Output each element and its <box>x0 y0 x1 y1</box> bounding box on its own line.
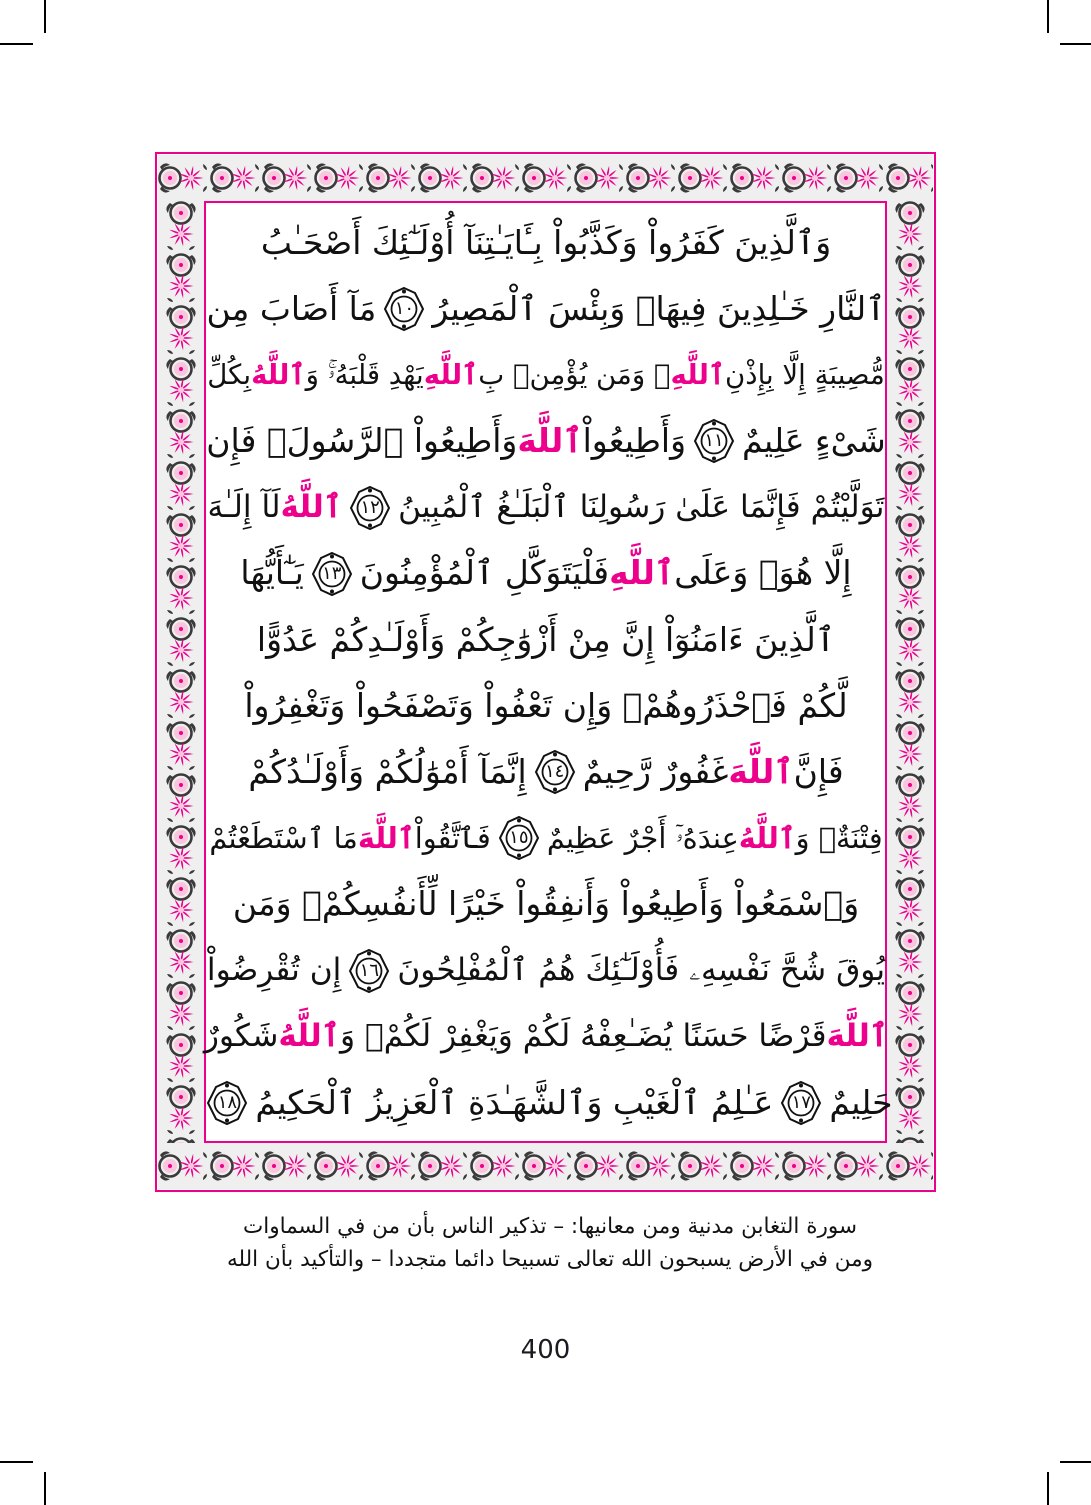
divine-name-allah: ٱللَّهِ <box>423 357 479 391</box>
quran-text-segment: فَٱتَّقُواْ <box>414 821 491 856</box>
quran-text-segment: ٱلنَّارِ خَـٰلِدِينَ فِيهَاۖ وَبِئْسَ ٱلْمَصِيرُ <box>432 288 886 328</box>
divine-name-allah: ٱللَّهَ <box>826 1018 889 1055</box>
quran-line <box>204 739 888 805</box>
quran-text-segment: وَٱسْمَعُواْ وَأَطِيعُواْ وَأَنفِقُواْ خَيْرًا لِّأَنفُسِكُمْۗ وَمَن <box>232 884 860 924</box>
crop-mark-top-left-vertical <box>44 0 46 33</box>
quran-line <box>204 938 888 1004</box>
quran-text-segment: ۗ وَمَن يُؤْمِنۢ بِ <box>478 357 671 391</box>
quran-line <box>204 1070 893 1136</box>
ayah-number-marker: ١٠ <box>381 286 427 332</box>
quran-line <box>204 541 888 607</box>
ayah-number-marker: ١٧ <box>778 1080 824 1126</box>
quran-text-segment: عَـٰلِمُ ٱلْغَيْبِ وَٱلشَّهَـٰدَةِ ٱلْعَزِيزُ ٱلْحَكِيمُ <box>255 1082 774 1122</box>
divine-name-allah: ٱللَّهُ <box>251 357 306 391</box>
quran-text-segment: وَأَطِيعُواْ ٱلرَّسُولَۚ فَإِن <box>206 421 518 461</box>
surah-commentary-footer <box>155 1210 945 1277</box>
ayah-number-marker: ١١ <box>691 418 737 464</box>
divine-name-allah: ٱللَّهُ <box>738 821 796 856</box>
quran-text-segment: يَهْدِ قَلْبَهُۥۚ وَ <box>305 357 424 391</box>
quran-text-segment: فَإِنَّ <box>793 751 844 791</box>
quran-line <box>204 475 888 541</box>
quran-line <box>204 342 888 408</box>
crop-mark-bottom-left-horizontal <box>0 1461 33 1463</box>
ayah-number-marker: ١٤ <box>532 749 578 795</box>
quran-text-block <box>203 204 893 1140</box>
ayah-number-marker: ١٨ <box>204 1080 250 1126</box>
quran-text-segment: بِكُلِّ <box>207 357 252 391</box>
divine-name-allah: ٱللَّهَ <box>728 751 794 791</box>
floral-border-ornament-right <box>887 201 933 1143</box>
quran-line <box>204 276 888 342</box>
quran-text-segment: مُّصِيبَةٍ إِلَّا بِإِذْنِ <box>725 357 885 391</box>
divine-name-allah: ٱللَّهَ <box>357 821 415 856</box>
quran-line <box>204 607 888 673</box>
quran-text-segment: عِندَهُۥٓ أَجْرٌ عَظِيمٌ <box>546 821 739 856</box>
quran-text-segment: حَلِيمٌ <box>829 1082 893 1122</box>
quran-text-segment: ٱلَّذِينَ ءَامَنُوٓاْ إِنَّ مِنْ أَزْوَٰجِكُمْ وَأَوْلَـٰدِكُمْ عَدُوًّا <box>256 619 836 659</box>
quran-line <box>204 805 888 871</box>
crop-mark-top-right-horizontal <box>1060 43 1091 45</box>
quran-text-segment: غَفُورٌ رَّحِيمٌ <box>582 751 729 791</box>
quran-line <box>204 871 888 937</box>
floral-border-ornament-bottom <box>158 1143 933 1189</box>
page-number: 400 <box>520 1335 571 1365</box>
footer-text-line: سورة التغابن مدنية ومن معانيها: – تذكير الناس بأن من في السماوات <box>242 1214 857 1239</box>
quran-text-segment: وَأَطِيعُواْ <box>582 421 687 461</box>
ayah-number-marker: ١٦ <box>346 948 392 994</box>
divine-name-allah: ٱللَّهُ <box>278 1018 340 1055</box>
floral-border-ornament-left <box>158 201 204 1143</box>
quran-text-segment: فَلْيَتَوَكَّلِ ٱلْمُؤْمِنُونَ <box>359 553 610 593</box>
crop-mark-bottom-right-vertical <box>1047 1472 1049 1505</box>
crop-mark-top-left-horizontal <box>0 43 33 45</box>
quran-text-segment: إِنَّمَآ أَمْوَٰلُكُمْ وَأَوْلَـٰدُكُمْ <box>248 751 527 791</box>
footer-text-line: ومن في الأرض يسبحون الله تعالى تسبيحا دائما متجددا – والتأكيد بأن الله <box>226 1247 874 1273</box>
quran-text-segment: لَّكُمْ فَٱحْذَرُوهُمْۚ وَإِن تَعْفُواْ وَتَصْفَحُواْ وَتَغْفِرُواْ <box>244 685 848 725</box>
ayah-number-marker: ١٥ <box>496 815 542 861</box>
quran-line <box>204 210 888 276</box>
crop-mark-top-right-vertical <box>1047 0 1049 33</box>
quran-text-segment: شَكُورٌ <box>203 1018 279 1055</box>
quran-text-segment: إِلَّا هُوَۚ وَعَلَى <box>674 553 852 593</box>
divine-name-allah: ٱللَّهِ <box>609 553 675 593</box>
quran-text-segment: لَآ إِلَـٰهَ <box>207 489 281 526</box>
quran-text-segment: مَآ أَصَابَ مِن <box>206 288 377 328</box>
quran-text-segment: يَـٰٓأَيُّهَا <box>240 553 304 593</box>
divine-name-allah: ٱللَّهِ <box>670 357 726 391</box>
quran-line <box>204 408 888 474</box>
quran-text-segment: قَرْضًا حَسَنًا يُضَـٰعِفْهُ لَكُمْ وَيَغْفِرْ لَكُمْۚ وَ <box>340 1018 827 1055</box>
quran-text-segment: إِن تُقْرِضُواْ <box>206 952 342 989</box>
quran-text-segment: مَا ٱسْتَطَعْتُمْ <box>209 821 358 856</box>
ayah-number-marker: ١٢ <box>347 485 393 531</box>
quran-text-segment: شَىْءٍ عَلِيمٌ <box>742 421 886 461</box>
crop-mark-bottom-right-horizontal <box>1060 1461 1091 1463</box>
divine-name-allah: ٱللَّهَ <box>517 421 583 461</box>
quran-text-segment: تَوَلَّيْتُمْ فَإِنَّمَا عَلَىٰ رَسُولِنَا ٱلْبَلَـٰغُ ٱلْمُبِينُ <box>398 489 885 526</box>
quran-text-segment: يُوقَ شُحَّ نَفْسِهِۦ فَأُوْلَـٰٓئِكَ هُمُ ٱلْمُفْلِحُونَ <box>397 952 886 989</box>
divine-name-allah: ٱللَّهُ <box>280 489 343 526</box>
quran-line <box>204 673 888 739</box>
ayah-number-marker: ١٣ <box>309 551 355 597</box>
quran-text-segment: فِتْنَةٌۚ وَ <box>795 821 883 856</box>
quran-line <box>204 1004 888 1070</box>
floral-border-ornament-top <box>158 155 933 201</box>
crop-mark-bottom-left-vertical <box>44 1472 46 1505</box>
quran-text-segment: وَٱلَّذِينَ كَفَرُواْ وَكَذَّبُواْ بِـَٔايَـٰتِنَآ أُوْلَـٰٓئِكَ أَصْحَـٰبُ <box>260 222 832 262</box>
